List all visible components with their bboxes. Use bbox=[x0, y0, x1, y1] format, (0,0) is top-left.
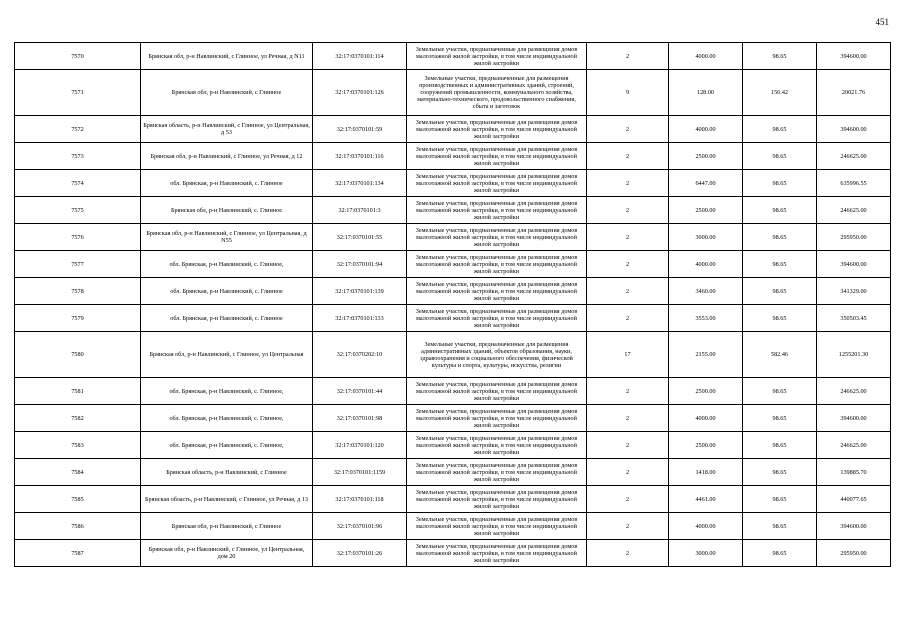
land-use-cell: Земельные участки, предназначенные для размещения домов малоэтажной жилой застройки, в том числе индивидуальной жилой застройки bbox=[407, 116, 587, 143]
table-row bbox=[15, 432, 891, 459]
use-group-cell: 2 bbox=[587, 432, 669, 459]
address-cell: Брянская обл, р-н Навлинский, с Глинное, ул Центральная bbox=[141, 332, 313, 378]
specific-value-cell: 98.65 bbox=[743, 143, 817, 170]
area-cell: 1418.00 bbox=[669, 459, 743, 486]
table-row bbox=[15, 486, 891, 513]
area-cell: 3000.00 bbox=[669, 224, 743, 251]
cadastral-number-cell: 32:17:0370101:134 bbox=[313, 170, 407, 197]
table-row bbox=[15, 170, 891, 197]
row-number-cell: 7581 bbox=[15, 378, 141, 405]
row-number-cell: 7575 bbox=[15, 197, 141, 224]
cadastral-number-cell: 32:17:0370101:114 bbox=[313, 43, 407, 70]
row-number-cell: 7586 bbox=[15, 513, 141, 540]
table-row bbox=[15, 70, 891, 116]
land-use-cell: Земельные участки, предназначенные для размещения домов малоэтажной жилой застройки, в том числе индивидуальной жилой застройки bbox=[407, 540, 587, 567]
use-group-cell: 2 bbox=[587, 405, 669, 432]
use-group-cell: 2 bbox=[587, 116, 669, 143]
cadastral-value-cell: 394600.00 bbox=[817, 43, 891, 70]
use-group-cell: 2 bbox=[587, 513, 669, 540]
table-row bbox=[15, 43, 891, 70]
address-cell: Брянская обл, р-н Навлинский, с Глинное, ул Центральная, д N55 bbox=[141, 224, 313, 251]
specific-value-cell: 98.65 bbox=[743, 432, 817, 459]
cadastral-value-table bbox=[14, 42, 891, 567]
cadastral-value-cell: 1255201.30 bbox=[817, 332, 891, 378]
cadastral-number-cell: 32:17:0370101:94 bbox=[313, 251, 407, 278]
cadastral-number-cell: 32:17:0370101:1159 bbox=[313, 459, 407, 486]
specific-value-cell: 98.65 bbox=[743, 459, 817, 486]
row-number-cell: 7576 bbox=[15, 224, 141, 251]
area-cell: 4000.00 bbox=[669, 405, 743, 432]
use-group-cell: 2 bbox=[587, 459, 669, 486]
cadastral-number-cell: 32:17:0370101:26 bbox=[313, 540, 407, 567]
area-cell: 4000.00 bbox=[669, 116, 743, 143]
address-cell: обл. Брянская, р-н Навлинский, с. Глинное bbox=[141, 278, 313, 305]
row-number-cell: 7582 bbox=[15, 405, 141, 432]
cadastral-value-cell: 20021.76 bbox=[817, 70, 891, 116]
cadastral-number-cell: 32:17:0370202:10 bbox=[313, 332, 407, 378]
table-row bbox=[15, 513, 891, 540]
land-use-cell: Земельные участки, предназначенные для размещения домов малоэтажной жилой застройки, в том числе индивидуальной жилой застройки bbox=[407, 378, 587, 405]
land-use-cell: Земельные участки, предназначенные для размещения домов малоэтажной жилой застройки, в том числе индивидуальной жилой застройки bbox=[407, 405, 587, 432]
use-group-cell: 9 bbox=[587, 70, 669, 116]
address-cell: Брянская обл, р-н Навлинский, с. Глинное bbox=[141, 197, 313, 224]
cadastral-number-cell: 32:17:0370101:3 bbox=[313, 197, 407, 224]
row-number-cell: 7580 bbox=[15, 332, 141, 378]
area-cell: 6447.00 bbox=[669, 170, 743, 197]
table-row bbox=[15, 378, 891, 405]
area-cell: 2500.00 bbox=[669, 197, 743, 224]
specific-value-cell: 98.65 bbox=[743, 378, 817, 405]
cadastral-number-cell: 32:17:0370101:98 bbox=[313, 405, 407, 432]
specific-value-cell: 98.65 bbox=[743, 197, 817, 224]
area-cell: 3460.00 bbox=[669, 278, 743, 305]
cadastral-number-cell: 32:17:0370101:118 bbox=[313, 486, 407, 513]
address-cell: Брянская область, р-н Навлинский, с Глинное, ул Речная, д 13 bbox=[141, 486, 313, 513]
table-row bbox=[15, 143, 891, 170]
specific-value-cell: 98.65 bbox=[743, 305, 817, 332]
address-cell: Брянская область, р-н Навлинский, с Глинное, ул Центральная, д 53 bbox=[141, 116, 313, 143]
specific-value-cell: 98.65 bbox=[743, 278, 817, 305]
address-cell: Брянская обл, р-н Навлинский, с Глинное bbox=[141, 70, 313, 116]
address-cell: обл. Брянская, р-н Навлинский, с. Глинное, bbox=[141, 378, 313, 405]
specific-value-cell: 98.65 bbox=[743, 540, 817, 567]
area-cell: 3553.00 bbox=[669, 305, 743, 332]
table-row bbox=[15, 332, 891, 378]
land-use-cell: Земельные участки, предназначенные для размещения домов малоэтажной жилой застройки, в том числе индивидуальной жилой застройки bbox=[407, 251, 587, 278]
address-cell: обл. Брянская, р-н Навлинский, с. Глинное, bbox=[141, 432, 313, 459]
area-cell: 4461.00 bbox=[669, 486, 743, 513]
row-number-cell: 7578 bbox=[15, 278, 141, 305]
land-use-cell: Земельные участки, предназначенные для размещения домов малоэтажной жилой застройки, в том числе индивидуальной жилой застройки bbox=[407, 513, 587, 540]
table-row bbox=[15, 116, 891, 143]
specific-value-cell: 582.46 bbox=[743, 332, 817, 378]
cadastral-value-cell: 394600.00 bbox=[817, 116, 891, 143]
cadastral-value-cell: 635996.55 bbox=[817, 170, 891, 197]
table-body bbox=[15, 43, 891, 567]
cadastral-number-cell: 32:17:0370101:120 bbox=[313, 432, 407, 459]
land-use-cell: Земельные участки, предназначенные для размещения домов малоэтажной жилой застройки, в том числе индивидуальной жилой застройки bbox=[407, 305, 587, 332]
area-cell: 3000.00 bbox=[669, 540, 743, 567]
land-use-cell: Земельные участки, предназначенные для размещения производственных и административных зданий, строений, сооружений промышленности, коммунального хозяйства, материально-технического, продовольственного снабжения, сбыта и заготовок bbox=[407, 70, 587, 116]
land-use-cell: Земельные участки, предназначенные для размещения домов малоэтажной жилой застройки, в том числе индивидуальной жилой застройки bbox=[407, 170, 587, 197]
specific-value-cell: 98.65 bbox=[743, 251, 817, 278]
area-cell: 2155.00 bbox=[669, 332, 743, 378]
row-number-cell: 7583 bbox=[15, 432, 141, 459]
cadastral-value-cell: 246625.00 bbox=[817, 197, 891, 224]
address-cell: Брянская обл, р-н Навлинский, с Глинное, ул Речная, д 12 bbox=[141, 143, 313, 170]
area-cell: 4000.00 bbox=[669, 513, 743, 540]
cadastral-number-cell: 32:17:0370101:44 bbox=[313, 378, 407, 405]
area-cell: 4000.00 bbox=[669, 43, 743, 70]
cadastral-number-cell: 32:17:0370101:59 bbox=[313, 116, 407, 143]
specific-value-cell: 98.65 bbox=[743, 170, 817, 197]
cadastral-number-cell: 32:17:0370101:55 bbox=[313, 224, 407, 251]
row-number-cell: 7579 bbox=[15, 305, 141, 332]
cadastral-value-cell: 246625.00 bbox=[817, 143, 891, 170]
table-row bbox=[15, 278, 891, 305]
use-group-cell: 2 bbox=[587, 540, 669, 567]
cadastral-number-cell: 32:17:0370101:126 bbox=[313, 70, 407, 116]
cadastral-number-cell: 32:17:0370101:133 bbox=[313, 305, 407, 332]
cadastral-value-cell: 246625.00 bbox=[817, 378, 891, 405]
address-cell: обл. Брянская, р-н Навлинский, с. Глинное bbox=[141, 305, 313, 332]
use-group-cell: 2 bbox=[587, 486, 669, 513]
specific-value-cell: 98.65 bbox=[743, 116, 817, 143]
specific-value-cell: 98.65 bbox=[743, 405, 817, 432]
specific-value-cell: 156.42 bbox=[743, 70, 817, 116]
specific-value-cell: 98.65 bbox=[743, 43, 817, 70]
address-cell: обл. Брянская, р-н Навлинский, с. Глинное bbox=[141, 170, 313, 197]
cadastral-value-cell: 295950.00 bbox=[817, 540, 891, 567]
area-cell: 128.00 bbox=[669, 70, 743, 116]
table-row bbox=[15, 540, 891, 567]
cadastral-value-cell: 341329.00 bbox=[817, 278, 891, 305]
table-row bbox=[15, 224, 891, 251]
table-row bbox=[15, 405, 891, 432]
land-use-cell: Земельные участки, предназначенные для размещения домов малоэтажной жилой застройки, в том числе индивидуальной жилой застройки bbox=[407, 459, 587, 486]
address-cell: Брянская область, р-н Навлинский, с Глинное bbox=[141, 459, 313, 486]
use-group-cell: 2 bbox=[587, 224, 669, 251]
area-cell: 2500.00 bbox=[669, 432, 743, 459]
use-group-cell: 2 bbox=[587, 305, 669, 332]
land-use-cell: Земельные участки, предназначенные для размещения домов малоэтажной жилой застройки, в том числе индивидуальной жилой застройки bbox=[407, 278, 587, 305]
land-use-cell: Земельные участки, предназначенные для размещения домов малоэтажной жилой застройки, в том числе индивидуальной жилой застройки bbox=[407, 143, 587, 170]
use-group-cell: 2 bbox=[587, 170, 669, 197]
row-number-cell: 7571 bbox=[15, 70, 141, 116]
specific-value-cell: 98.65 bbox=[743, 486, 817, 513]
cadastral-value-cell: 350503.45 bbox=[817, 305, 891, 332]
specific-value-cell: 98.65 bbox=[743, 224, 817, 251]
cadastral-number-cell: 32:17:0370101:139 bbox=[313, 278, 407, 305]
table-row bbox=[15, 197, 891, 224]
cadastral-value-cell: 295950.00 bbox=[817, 224, 891, 251]
area-cell: 4000.00 bbox=[669, 251, 743, 278]
row-number-cell: 7573 bbox=[15, 143, 141, 170]
table-row bbox=[15, 459, 891, 486]
cadastral-value-cell: 394600.00 bbox=[817, 405, 891, 432]
use-group-cell: 17 bbox=[587, 332, 669, 378]
use-group-cell: 2 bbox=[587, 143, 669, 170]
cadastral-value-cell: 139885.70 bbox=[817, 459, 891, 486]
cadastral-value-cell: 394600.00 bbox=[817, 251, 891, 278]
address-cell: обл. Брянская, р-н Навлинский, с. Глинное, bbox=[141, 251, 313, 278]
land-use-cell: Земельные участки, предназначенные для размещения административных зданий, объектов образования, науки, здравоохранения и социального обеспечения, физической культуры и спорта, культуры, искусства, религии bbox=[407, 332, 587, 378]
table-row bbox=[15, 251, 891, 278]
land-use-cell: Земельные участки, предназначенные для размещения домов малоэтажной жилой застройки, в том числе индивидуальной жилой застройки bbox=[407, 486, 587, 513]
row-number-cell: 7585 bbox=[15, 486, 141, 513]
specific-value-cell: 98.65 bbox=[743, 513, 817, 540]
use-group-cell: 2 bbox=[587, 378, 669, 405]
land-use-cell: Земельные участки, предназначенные для размещения домов малоэтажной жилой застройки, в том числе индивидуальной жилой застройки bbox=[407, 43, 587, 70]
use-group-cell: 2 bbox=[587, 251, 669, 278]
row-number-cell: 7572 bbox=[15, 116, 141, 143]
row-number-cell: 7570 bbox=[15, 43, 141, 70]
cadastral-number-cell: 32:17:0370101:96 bbox=[313, 513, 407, 540]
cadastral-value-cell: 394600.00 bbox=[817, 513, 891, 540]
address-cell: Брянская обл, р-н Навлинский, с Глинное, ул Речная, д N11 bbox=[141, 43, 313, 70]
cadastral-value-cell: 440077.65 bbox=[817, 486, 891, 513]
row-number-cell: 7577 bbox=[15, 251, 141, 278]
page-number: 451 bbox=[875, 17, 889, 27]
table-row bbox=[15, 305, 891, 332]
land-use-cell: Земельные участки, предназначенные для размещения домов малоэтажной жилой застройки, в том числе индивидуальной жилой застройки bbox=[407, 224, 587, 251]
row-number-cell: 7584 bbox=[15, 459, 141, 486]
address-cell: обл. Брянская, р-н Навлинский, с. Глинное, bbox=[141, 405, 313, 432]
area-cell: 2500.00 bbox=[669, 378, 743, 405]
use-group-cell: 2 bbox=[587, 43, 669, 70]
land-use-cell: Земельные участки, предназначенные для размещения домов малоэтажной жилой застройки, в том числе индивидуальной жилой застройки bbox=[407, 432, 587, 459]
cadastral-value-cell: 246625.00 bbox=[817, 432, 891, 459]
cadastral-number-cell: 32:17:0370101:116 bbox=[313, 143, 407, 170]
use-group-cell: 2 bbox=[587, 197, 669, 224]
area-cell: 2500.00 bbox=[669, 143, 743, 170]
address-cell: Брянская обл, р-н Навлинский, с Глинное bbox=[141, 513, 313, 540]
address-cell: Брянская обл, р-н Навлинский, с Глинное, ул Центральная, дом 20 bbox=[141, 540, 313, 567]
row-number-cell: 7587 bbox=[15, 540, 141, 567]
row-number-cell: 7574 bbox=[15, 170, 141, 197]
land-use-cell: Земельные участки, предназначенные для размещения домов малоэтажной жилой застройки, в том числе индивидуальной жилой застройки bbox=[407, 197, 587, 224]
use-group-cell: 2 bbox=[587, 278, 669, 305]
